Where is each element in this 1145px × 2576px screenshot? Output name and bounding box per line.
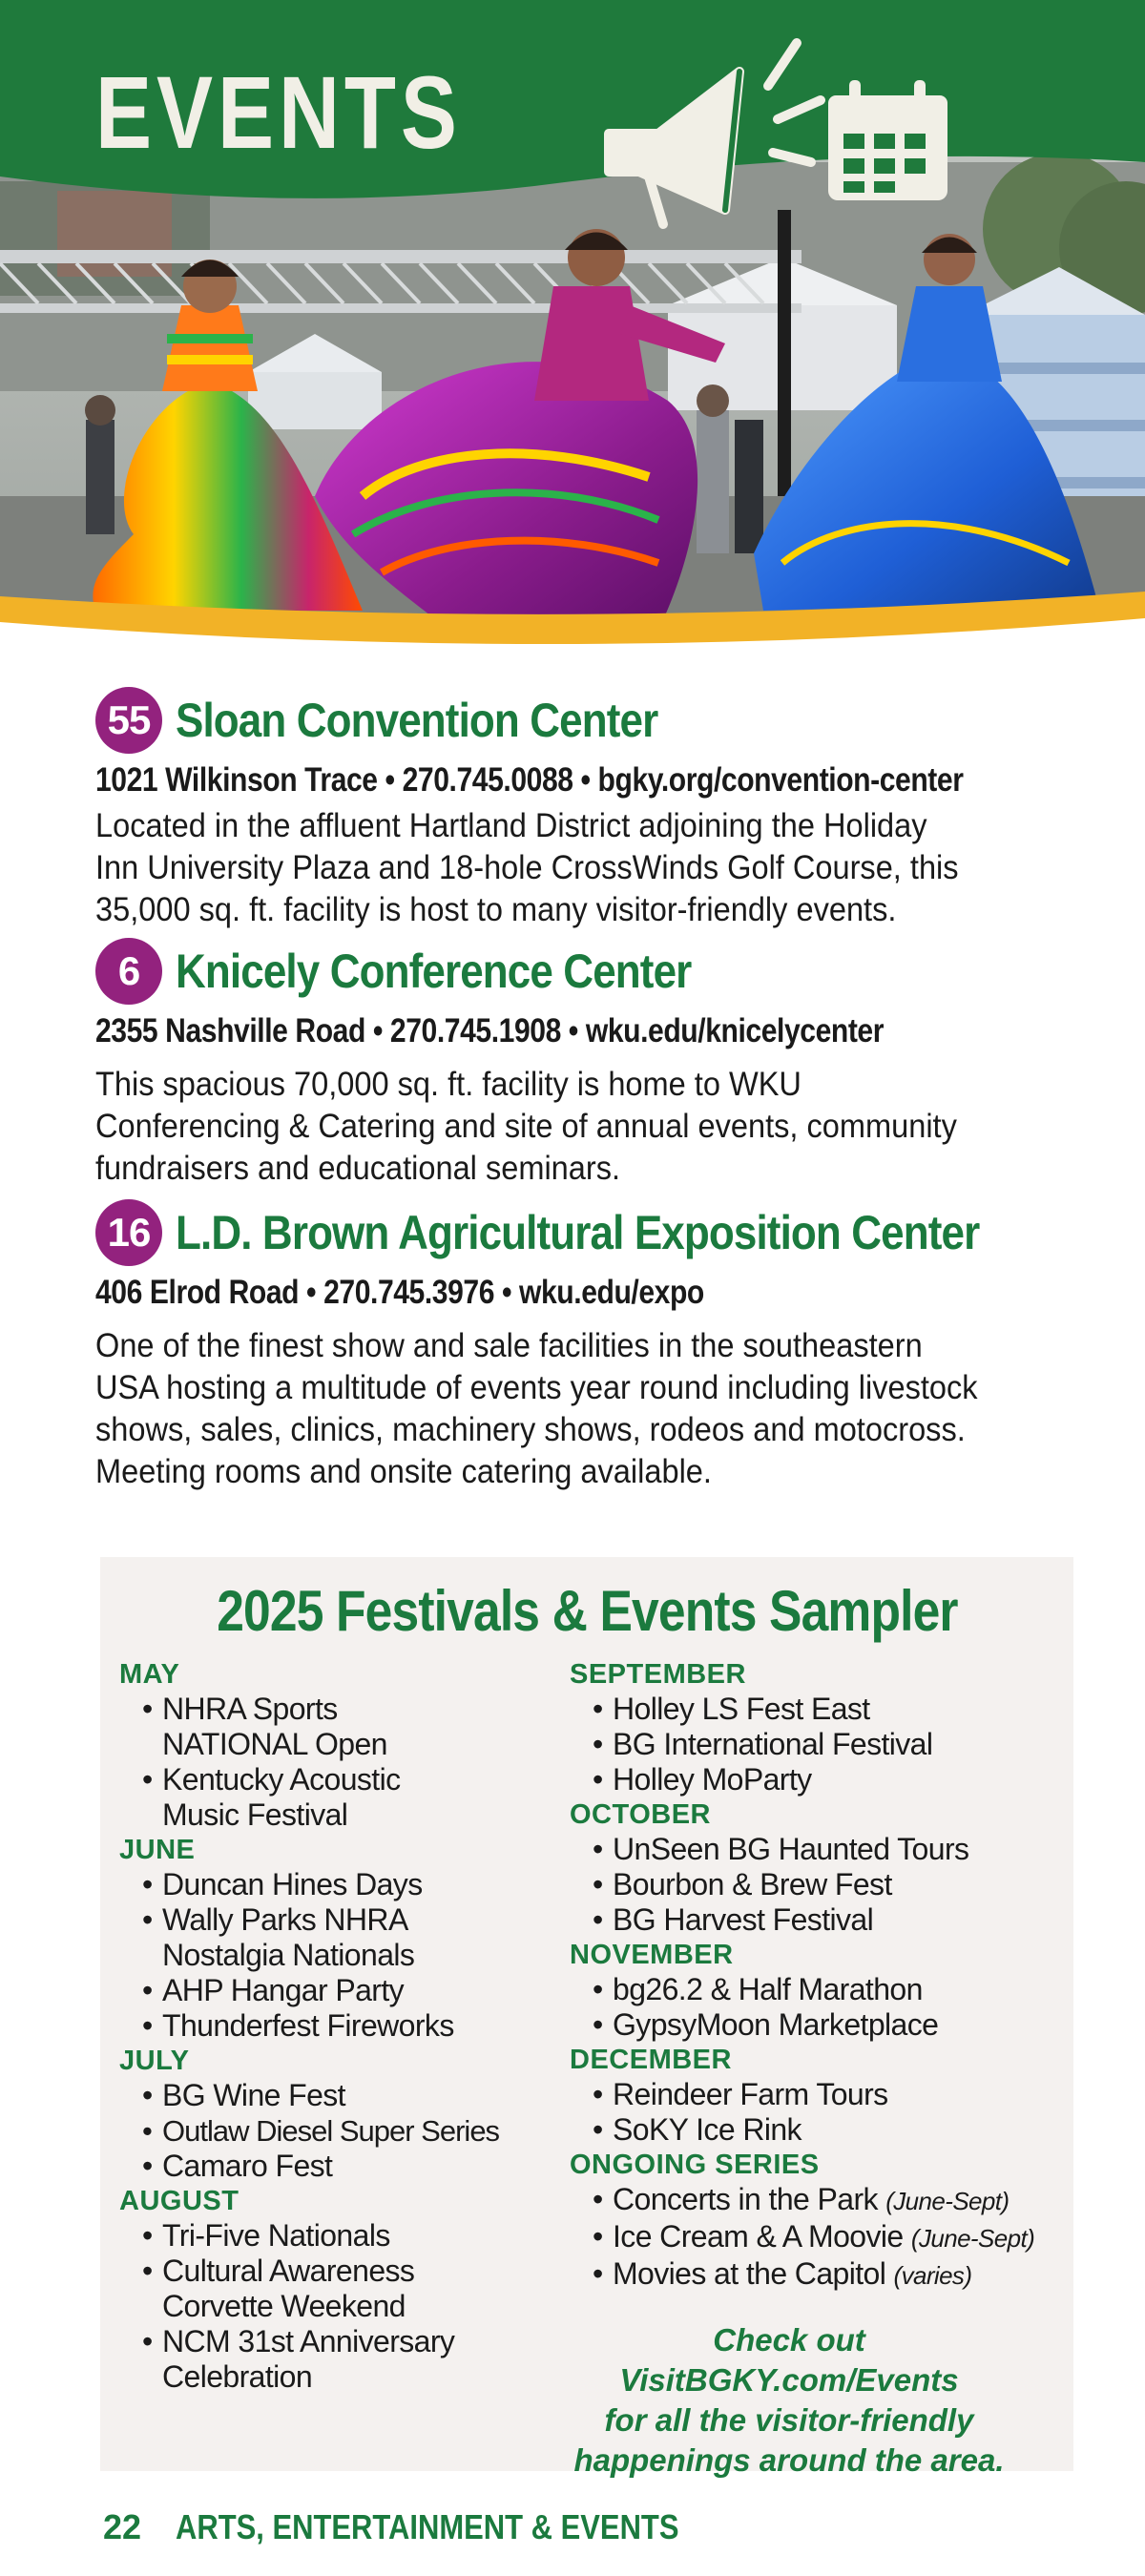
event-item: • BG Wine Fest bbox=[142, 2078, 345, 2112]
venue-name: L.D. Brown Agricultural Exposition Center bbox=[176, 1206, 980, 1259]
event-item-continuation: NATIONAL Open bbox=[162, 1727, 387, 1761]
page-number: 22 bbox=[103, 2507, 142, 2546]
event-item: • GypsyMoon Marketplace bbox=[593, 2007, 939, 2042]
venue-knicely-conference-center bbox=[95, 936, 1088, 1190]
visit-website-callout: Check out VisitBGKY.com/Events for all the visitor-friendly happenings around the area. bbox=[573, 2322, 1005, 2478]
map-number-badge: 6 bbox=[95, 938, 162, 1005]
event-item: • Bourbon & Brew Fest bbox=[593, 1867, 892, 1901]
venue-name: Sloan Convention Center bbox=[176, 694, 658, 747]
sampler-right-column bbox=[570, 1657, 1066, 2294]
event-item: • Concerts in the Park (June-Sept) bbox=[593, 2182, 1010, 2216]
month-heading-july: JULY bbox=[119, 2046, 190, 2076]
sampler-title: 2025 Festivals & Events Sampler bbox=[216, 1579, 958, 1643]
event-item: • NCM 31st Anniversary bbox=[142, 2324, 455, 2358]
event-item: • bg26.2 & Half Marathon bbox=[593, 1972, 923, 2006]
page-title: EVENTS bbox=[95, 54, 462, 170]
event-item: • BG Harvest Festival bbox=[593, 1902, 874, 1937]
venue-sloan-convention-center bbox=[95, 685, 1088, 931]
page-footer bbox=[103, 2507, 760, 2547]
venue-address: 2355 Nashville Road • 270.745.1908 • wku.edu/knicelycenter bbox=[95, 1012, 885, 1049]
event-item: • Reindeer Farm Tours bbox=[593, 2077, 888, 2111]
month-heading-october: OCTOBER bbox=[570, 1799, 711, 1830]
calendar-icon bbox=[828, 80, 947, 200]
month-heading-august: AUGUST bbox=[119, 2186, 239, 2216]
event-item: • Duncan Hines Days bbox=[142, 1867, 423, 1901]
section-label: ARTS, ENTERTAINMENT & EVENTS bbox=[176, 2507, 679, 2546]
event-item: • Ice Cream & A Moovie (June-Sept) bbox=[593, 2219, 1035, 2254]
venue-ld-brown-expo-center bbox=[95, 1197, 1088, 1493]
event-item: • Camaro Fest bbox=[142, 2149, 333, 2183]
venue-address: 406 Elrod Road • 270.745.3976 • wku.edu/expo bbox=[95, 1274, 704, 1311]
venue-address: 1021 Wilkinson Trace • 270.745.0088 • bgky.org/convention-center bbox=[95, 761, 964, 799]
event-date-note: (June-Sept) bbox=[885, 2187, 1010, 2215]
event-item: • AHP Hangar Party bbox=[142, 1973, 405, 2007]
month-heading-ongoing-series: ONGOING SERIES bbox=[570, 2150, 820, 2180]
megaphone-icon bbox=[609, 43, 821, 224]
event-item-continuation: Music Festival bbox=[162, 1797, 348, 1832]
event-item: • Cultural Awareness bbox=[142, 2254, 415, 2288]
event-item: • Movies at the Capitol (varies) bbox=[593, 2256, 972, 2291]
venue-description: Located in the affluent Hartland District adjoining the Holiday Inn University Plaza and 18-hole CrossWinds Golf Course, this 35,000 sq. ft. facility is host to many visitor-friendly events. bbox=[95, 807, 959, 928]
month-heading-september: SEPTEMBER bbox=[570, 1659, 746, 1690]
map-number-badge: 55 bbox=[95, 687, 162, 754]
hero-banner bbox=[0, 0, 1145, 658]
event-item: • NHRA Sports bbox=[142, 1692, 338, 1726]
map-number-badge: 16 bbox=[95, 1199, 162, 1266]
venue-name: Knicely Conference Center bbox=[176, 945, 692, 998]
event-item: • Holley LS Fest East bbox=[593, 1692, 870, 1726]
event-item-continuation: Celebration bbox=[162, 2359, 313, 2394]
event-item-continuation: Corvette Weekend bbox=[162, 2289, 406, 2323]
event-item: • BG International Festival bbox=[593, 1727, 933, 1761]
month-heading-june: JUNE bbox=[119, 1835, 196, 1865]
month-heading-may: MAY bbox=[119, 1659, 180, 1690]
event-date-note: (June-Sept) bbox=[910, 2224, 1035, 2253]
event-item: • Tri-Five Nationals bbox=[142, 2218, 390, 2253]
month-heading-december: DECEMBER bbox=[570, 2045, 732, 2075]
events-sampler-box bbox=[100, 1557, 1073, 2478]
event-item: • UnSeen BG Haunted Tours bbox=[593, 1832, 969, 1866]
event-item-continuation: Nostalgia Nationals bbox=[162, 1938, 415, 1972]
event-item: • Wally Parks NHRA bbox=[142, 1902, 408, 1937]
sampler-left-column bbox=[119, 1657, 558, 2395]
event-item: • Thunderfest Fireworks bbox=[142, 2008, 454, 2043]
event-item: • Outlaw Diesel Super Series bbox=[142, 2114, 500, 2148]
event-item: • Kentucky Acoustic bbox=[142, 1762, 401, 1797]
venue-description: One of the finest show and sale facilities in the southeastern USA hosting a multitude of events year round including livestock shows, sales, clinics, machinery shows, rodeos and motocross. Meeting rooms and onsite catering available. bbox=[95, 1327, 978, 1490]
month-heading-november: NOVEMBER bbox=[570, 1940, 734, 1970]
event-date-note: (varies) bbox=[893, 2261, 972, 2290]
event-item: • SoKY Ice Rink bbox=[593, 2112, 802, 2147]
venue-description: This spacious 70,000 sq. ft. facility is home to WKU Conferencing & Catering and site of annual events, community fundraisers and educational seminars. bbox=[95, 1066, 957, 1187]
event-item: • Holley MoParty bbox=[593, 1762, 812, 1797]
